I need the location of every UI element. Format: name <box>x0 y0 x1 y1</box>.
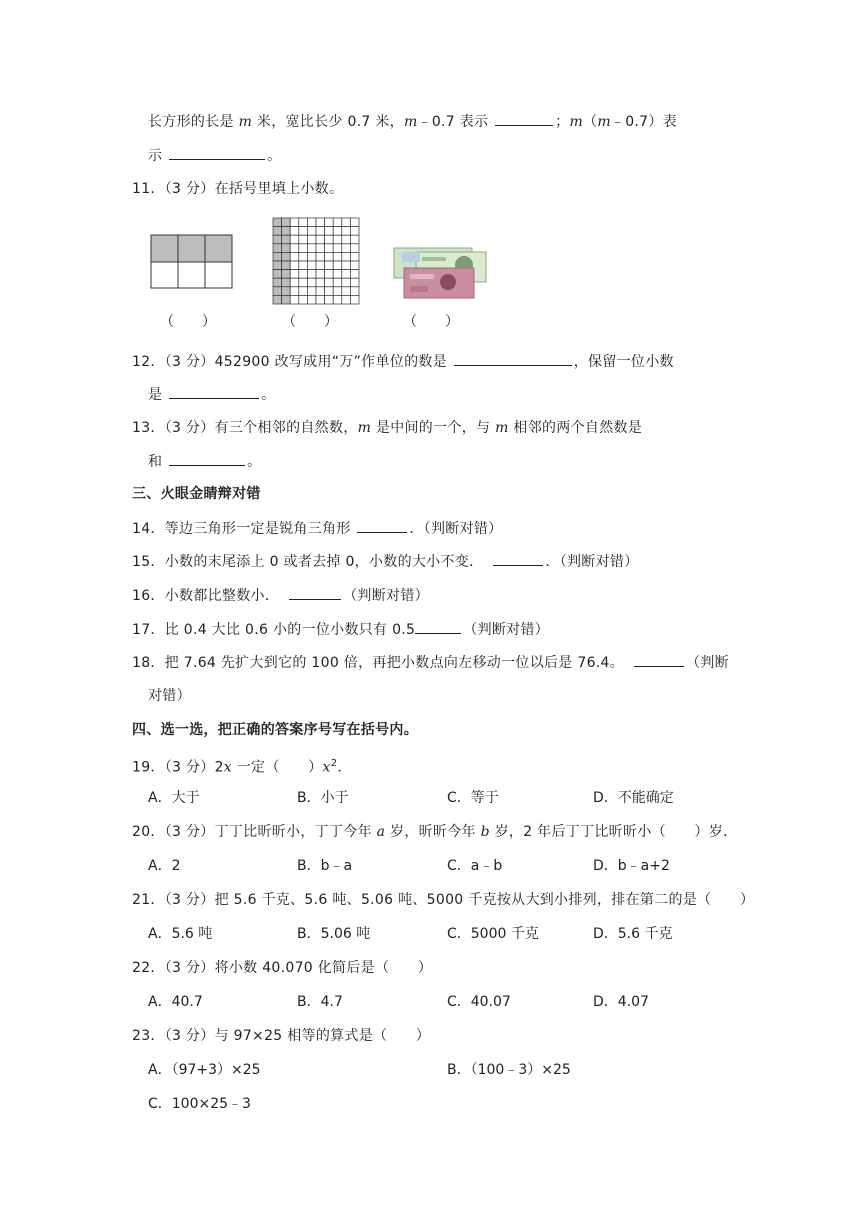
grid-cell <box>273 270 282 279</box>
q16-text: 16．小数都比整数小． <box>132 588 280 604</box>
q14-text: 14．等边三角形一定是锐角三角形 <box>132 521 356 537</box>
exponent: 2 <box>330 758 338 769</box>
section-3-title: 三、火眼金睛辩对错 <box>132 486 261 502</box>
grid-cell <box>299 270 308 279</box>
grid-cell <box>299 252 308 261</box>
var-m: m <box>238 114 253 130</box>
grid-cell <box>299 287 308 296</box>
q13-line2 <box>148 451 261 472</box>
q12-text: 。 <box>261 387 276 403</box>
q11-stem: 11．（3 分）在括号里填上小数。 <box>132 181 344 197</box>
grid-cell <box>282 244 291 253</box>
q19-stem <box>132 754 352 778</box>
grid-cell <box>307 235 316 244</box>
grid-cell <box>350 235 359 244</box>
q10-text: ； <box>555 114 570 130</box>
option-c[interactable]: C．100×25﹣3 <box>148 1096 251 1112</box>
fraction-grid-figure <box>150 234 236 290</box>
grid-cell <box>342 227 351 236</box>
q18-text: （判断 <box>686 655 729 671</box>
grid-cell <box>325 227 334 236</box>
grid-cell <box>273 244 282 253</box>
option-d[interactable]: D．b﹣a+2 <box>593 858 670 874</box>
grid-cell <box>333 244 342 253</box>
grid-cell <box>342 261 351 270</box>
q16 <box>132 585 429 606</box>
option-d[interactable]: D．4.07 <box>593 994 649 1010</box>
grid-cell <box>333 235 342 244</box>
grid-cell <box>273 227 282 236</box>
option-a[interactable]: A．2 <box>148 858 181 874</box>
hundred-grid-figure <box>272 217 362 305</box>
option-c[interactable]: C．40.07 <box>447 994 511 1010</box>
grid-cell <box>316 278 325 287</box>
q19-text: 一定（ ） <box>231 759 323 776</box>
grid-cell <box>282 270 291 279</box>
var-m: m <box>403 114 418 130</box>
q19-text: 19．（3 分）2 <box>132 759 224 776</box>
option-d[interactable]: D．不能确定 <box>593 790 674 806</box>
grid-cell <box>316 270 325 279</box>
grid-cell <box>350 261 359 270</box>
grid-cell <box>307 295 316 304</box>
grid-cell <box>342 218 351 227</box>
grid-cell <box>273 287 282 296</box>
option-b[interactable]: B．4.7 <box>297 994 343 1010</box>
var-b: b <box>480 824 490 840</box>
q10-text: ﹣0.7）表 <box>610 114 677 130</box>
q10-text: ﹣0.7 表示 <box>417 114 494 130</box>
grid-cell <box>325 252 334 261</box>
answer-blank[interactable] <box>454 351 572 366</box>
grid-cell <box>299 244 308 253</box>
grid-cell <box>307 252 316 261</box>
grid-cell <box>350 270 359 279</box>
q12-text: 12．（3 分）452900 改写成用“万”作单位的数是 <box>132 354 452 370</box>
answer-parentheses[interactable]: （ ） <box>403 314 459 330</box>
section-4-title: 四、选一选，把正确的答案序号写在括号内。 <box>132 722 418 738</box>
grid-cell <box>307 278 316 287</box>
grid-cell <box>325 235 334 244</box>
grid-cell <box>290 218 299 227</box>
grid-cell <box>307 270 316 279</box>
grid-cell <box>333 261 342 270</box>
q18-text: 18．把 7.64 先扩大到它的 100 倍，再把小数点向左移动一位以后是 76.4。 <box>132 655 625 671</box>
grid-cell <box>299 227 308 236</box>
q14-text: ．（判断对错） <box>409 521 503 537</box>
grid-cell <box>273 218 282 227</box>
grid-cell <box>333 227 342 236</box>
grid-cell <box>290 261 299 270</box>
grid-cell <box>299 218 308 227</box>
q23-stem: 23．（3 分）与 97×25 相等的算式是（ ） <box>132 1028 431 1044</box>
grid-cell <box>342 252 351 261</box>
grid-cell <box>273 278 282 287</box>
grid-cell <box>325 295 334 304</box>
option-a[interactable]: A．（97+3）×25 <box>148 1062 261 1078</box>
answer-blank[interactable] <box>169 384 259 399</box>
q12-line2 <box>148 384 275 405</box>
q10-text: 。 <box>267 148 282 164</box>
grid-cell <box>350 227 359 236</box>
q20-text: 岁，昕昕今年 <box>385 824 481 840</box>
grid-cell <box>282 295 291 304</box>
answer-blank[interactable] <box>169 145 265 160</box>
answer-blank[interactable] <box>357 518 407 533</box>
grid-cell <box>325 218 334 227</box>
grid-cell <box>290 235 299 244</box>
q15-text: ．（判断对错） <box>545 554 639 570</box>
q12-text: 是 <box>148 387 168 403</box>
q13-text: 是中间的一个，与 <box>371 420 496 436</box>
grid-cell <box>307 218 316 227</box>
answer-parentheses[interactable]: （ ） <box>282 314 338 330</box>
var-x: x <box>322 759 331 776</box>
q18-line2: 对错） <box>148 688 191 704</box>
q12-line1 <box>132 351 674 372</box>
grid-cell <box>342 278 351 287</box>
q17 <box>132 619 549 640</box>
grid-cell <box>333 278 342 287</box>
rmb-banknotes-figure <box>388 244 492 306</box>
grid-cell <box>350 287 359 296</box>
q14 <box>132 518 502 539</box>
grid-cell <box>342 235 351 244</box>
grid-cell <box>316 252 325 261</box>
q15-text: 15．小数的末尾添上 0 或者去掉 0，小数的大小不变． <box>132 554 484 570</box>
grid-cell <box>350 278 359 287</box>
q10-text: 长方形的长是 <box>148 114 239 130</box>
q16-text: （判断对错） <box>343 588 429 604</box>
answer-blank[interactable] <box>495 111 553 126</box>
grid-cell <box>325 287 334 296</box>
grid-cell <box>350 244 359 253</box>
answer-blank[interactable] <box>289 585 341 600</box>
answer-blank[interactable] <box>415 619 461 634</box>
q10-line1 <box>148 111 677 132</box>
grid-cell <box>307 244 316 253</box>
option-b[interactable]: B．小于 <box>297 790 349 806</box>
q18-line1 <box>132 652 729 673</box>
q13-line1 <box>132 418 642 438</box>
option-b[interactable]: B．5.06 吨 <box>297 926 371 942</box>
q13-text: 相邻的两个自然数是 <box>508 420 643 436</box>
grid-cell <box>282 235 291 244</box>
grid-cell <box>290 278 299 287</box>
grid-cell <box>316 261 325 270</box>
var-m: m <box>495 420 509 436</box>
grid-cell <box>307 227 316 236</box>
option-c[interactable]: C．a﹣b <box>447 858 503 874</box>
q19-text: ． <box>337 759 352 776</box>
var-x: x <box>223 759 232 776</box>
q22-stem: 22．（3 分）将小数 40.070 化简后是（ ） <box>132 960 433 976</box>
option-a[interactable]: A．大于 <box>148 790 200 806</box>
option-a[interactable]: A．40.7 <box>148 994 203 1010</box>
var-m: m <box>569 114 584 130</box>
answer-blank[interactable] <box>493 551 543 566</box>
answer-blank[interactable] <box>634 652 684 667</box>
var-m: m <box>357 420 372 436</box>
grid-cell <box>316 287 325 296</box>
q10-text: 米，宽比长少 0.7 米， <box>252 114 404 130</box>
q15 <box>132 551 639 572</box>
grid-cell <box>350 218 359 227</box>
grid-cell <box>299 235 308 244</box>
grid-cell <box>333 287 342 296</box>
grid-cell <box>325 270 334 279</box>
grid-cell <box>282 218 291 227</box>
q13-text: 。 <box>247 454 262 470</box>
grid-cell <box>282 287 291 296</box>
answer-blank[interactable] <box>169 451 245 466</box>
q20-stem <box>132 822 737 842</box>
var-m: m <box>597 114 611 130</box>
grid-cell <box>316 244 325 253</box>
q12-text: ，保留一位小数 <box>573 354 674 370</box>
grid-cell <box>342 270 351 279</box>
option-c[interactable]: C．5000 千克 <box>447 926 539 942</box>
q13-text: 13．（3 分）有三个相邻的自然数， <box>132 420 358 436</box>
grid-cell <box>316 227 325 236</box>
grid-cell <box>282 261 291 270</box>
grid-cell <box>316 218 325 227</box>
grid-cell <box>299 295 308 304</box>
grid-cell <box>342 287 351 296</box>
grid-cell <box>273 252 282 261</box>
q10-text: 示 <box>148 148 168 164</box>
q13-text: 和 <box>148 454 168 470</box>
q17-text: （判断对错） <box>463 622 550 638</box>
grid-cell <box>290 295 299 304</box>
answer-parentheses[interactable]: （ ） <box>160 314 216 330</box>
grid-cell <box>307 287 316 296</box>
grid-cell <box>273 235 282 244</box>
option-d[interactable]: D．5.6 千克 <box>593 926 673 942</box>
q10-line2 <box>148 145 281 166</box>
var-a: a <box>376 824 386 840</box>
grid-cell <box>342 244 351 253</box>
grid-cell <box>316 235 325 244</box>
grid-cell <box>273 295 282 304</box>
grid-cell <box>333 295 342 304</box>
grid-cell <box>333 270 342 279</box>
grid-cell <box>342 295 351 304</box>
grid-cell <box>290 227 299 236</box>
grid-cell <box>325 278 334 287</box>
grid-cell <box>299 278 308 287</box>
q17-text: 17．比 0.4 大比 0.6 小的一位小数只有 0.5 <box>132 622 416 638</box>
grid-cell <box>333 252 342 261</box>
grid-cell <box>299 261 308 270</box>
grid-cell <box>307 261 316 270</box>
grid-cell <box>282 252 291 261</box>
grid-cell <box>325 261 334 270</box>
grid-cell <box>282 278 291 287</box>
q20-text: 岁，2 年后丁丁比昕昕小（ ）岁． <box>489 824 738 840</box>
option-a[interactable]: A．5.6 吨 <box>148 926 213 942</box>
grid-cell <box>273 261 282 270</box>
grid-cell <box>316 295 325 304</box>
grid-cell <box>290 252 299 261</box>
option-b[interactable]: B．b﹣a <box>297 858 353 874</box>
grid-cell <box>282 227 291 236</box>
grid-cell <box>290 244 299 253</box>
q21-stem: 21．（3 分）把 5.6 千克、5.6 吨、5.06 吨、5000 千克按从大到小排列，排在第二的是（ ） <box>132 892 755 908</box>
grid-cell <box>350 295 359 304</box>
q20-text: 20．（3 分）丁丁比昕昕小，丁丁今年 <box>132 824 377 840</box>
grid-cell <box>290 270 299 279</box>
grid-cell <box>333 218 342 227</box>
grid-cell <box>325 244 334 253</box>
grid-cell <box>290 287 299 296</box>
grid-cell <box>350 252 359 261</box>
option-c[interactable]: C．等于 <box>447 790 499 806</box>
q10-text: （ <box>583 114 598 130</box>
option-b[interactable]: B．（100﹣3）×25 <box>447 1062 571 1078</box>
